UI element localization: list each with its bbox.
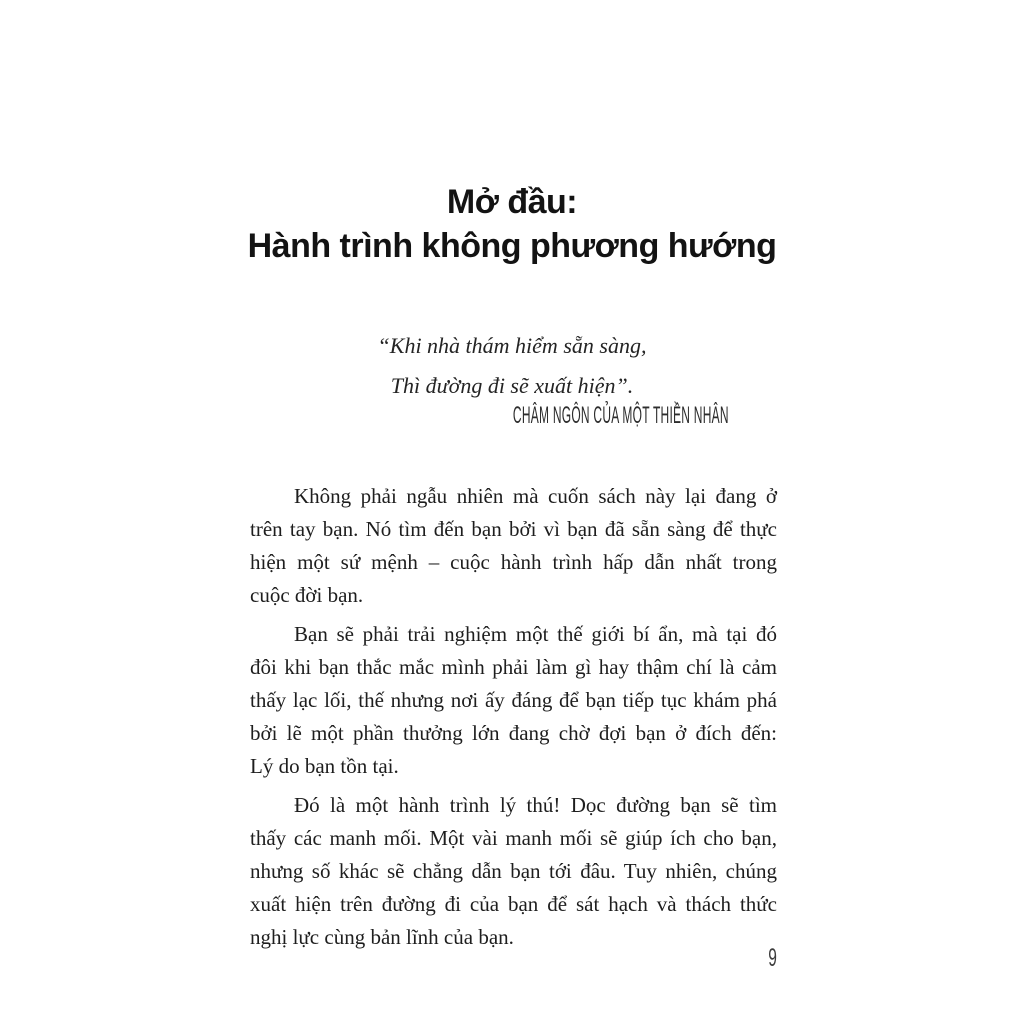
paragraph-1 — [250, 480, 777, 612]
epigraph-quote-line-1: “Khi nhà thám hiểm sẵn sàng, — [377, 333, 647, 358]
body-line: đôi khi bạn thắc mắc mình phải làm gì hay thậm chí là cảm — [250, 655, 777, 679]
body-line: nhưng số khác sẽ chẳng dẫn bạn tới đâu. Tuy nhiên, chúng — [250, 859, 777, 883]
page-number-row — [250, 944, 777, 973]
epigraph-quote — [0, 326, 1024, 406]
chapter-title-line-2: Hành trình không phương hướng — [247, 227, 777, 265]
page-number: 9 — [768, 944, 777, 972]
body-line: Bạn sẽ phải trải nghiệm một thế giới bí ẩn, mà tại đó — [294, 622, 777, 646]
body-line: nghị lực cùng bản lĩnh của bạn. — [250, 925, 514, 949]
body-line: Không phải ngẫu nhiên mà cuốn sách này lại đang ở — [294, 484, 777, 508]
paragraph-2 — [250, 618, 777, 783]
body-line: bởi lẽ một phần thưởng lớn đang chờ đợi bạn ở đích đến: — [250, 721, 777, 745]
body-line: hiện một sứ mệnh – cuộc hành trình hấp dẫn nhất trong — [250, 550, 777, 574]
body-line: trên tay bạn. Nó tìm đến bạn bởi vì bạn đã sẵn sàng để thực — [250, 517, 777, 541]
epigraph-attribution: CHÂM NGÔN CỦA MỘT THIỀN NHÂN — [513, 402, 729, 429]
epigraph-attribution-row — [250, 403, 777, 429]
chapter-title — [0, 180, 1024, 268]
body-line: thấy các manh mối. Một vài manh mối sẽ giúp ích cho bạn, — [250, 826, 777, 850]
body-line: cuộc đời bạn. — [250, 583, 364, 607]
body-line: thấy lạc lối, thế nhưng nơi ấy đáng để bạn tiếp tục khám phá — [250, 688, 777, 712]
chapter-title-line-1: Mở đầu: — [446, 183, 578, 221]
epigraph-quote-line-2: Thì đường đi sẽ xuất hiện”. — [390, 373, 634, 398]
paragraph-3 — [250, 789, 777, 954]
body-line: Lý do bạn tồn tại. — [250, 754, 399, 778]
body-text — [250, 480, 777, 960]
body-line: Đó là một hành trình lý thú! Dọc đường bạn sẽ tìm — [294, 793, 777, 817]
body-line: xuất hiện trên đường đi của bạn để sát hạch và thách thức — [250, 892, 777, 916]
